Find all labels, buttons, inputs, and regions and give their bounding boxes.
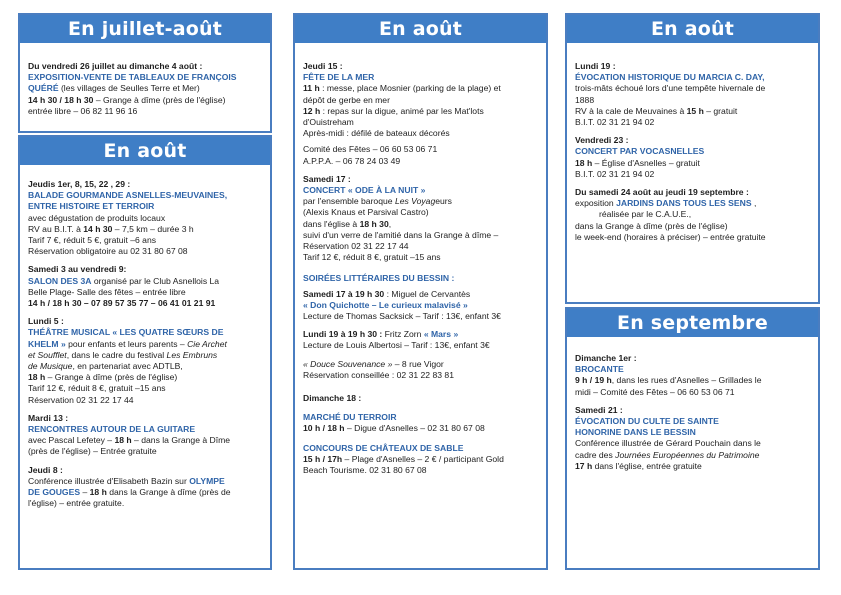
event-time: 11 h [303,83,320,94]
event-title: MARCHÉ DU TERROIR [303,412,397,423]
event-text: Conférence illustrée d'Elisabeth Bazin sur [28,475,190,486]
event-time: 18 h [89,487,107,498]
event-text: Réservation conseillée : 02 31 22 83 81 [303,369,454,380]
event-text: dans l'église, entrée gratuite [592,460,702,471]
event-text: « Douce Souvenance » [303,358,393,369]
event-marcia [575,61,812,128]
event-title: ÉVOCATION HISTORIQUE DU MARCIA C. DAY, [575,72,765,83]
event-title: ENTRE HISTOIRE ET TERROIR [28,201,155,212]
event-text: eurs [435,196,452,207]
event-brocante [575,353,812,398]
event-text: Journées Européennes du Patrimoine [615,449,760,460]
event-text: de Musique [28,361,73,372]
event-text: entrée libre – 06 82 11 96 16 [28,105,138,116]
event-date: Jeudi 8 : [28,464,63,475]
event-text: d'Ouistreham [303,117,354,128]
event-title-cont: QUÉRÉ [28,83,59,94]
event-text: Réservation obligatoire au 02 31 80 67 08 [28,246,188,257]
event-text: (les villages de Seulles Terre et Mer) [58,83,200,94]
event-text: : repas sur la digue, animé par les Mat'lots [320,105,484,116]
event-text: Réservation 02 31 22 17 44 [28,394,134,405]
event-guitare [28,413,264,458]
event-date: Mardi 13 : [28,412,69,423]
event-time: 14 h / 18 h 30 – 07 89 57 35 77 – 06 41 01 21 91 [28,298,216,309]
event-title: HONORINE DANS LE BESSIN [575,427,696,438]
event-title: EXPOSITION-VENTE DE TABLEAUX DE FRANÇOIS [28,72,237,83]
event-title: JARDINS DANS TOUS LES SENS [616,198,752,209]
event-text: Conférence illustrée de Gérard Pouchain dans le [575,438,761,449]
event-title: RENCONTRES AUTOUR DE LA GUITARE [28,424,196,435]
column-left [18,13,272,570]
event-date: Samedi 17 : [303,173,351,184]
event-date: Dimanche 18 : [303,393,362,404]
event-text: Fritz Zorn [382,329,424,340]
event-text: dans la Grange à dîme (près de l'église) [575,220,728,231]
event-list [28,179,264,516]
event-text: suivi d'un verre de l'amitié dans la Grange à dîme – [303,229,499,240]
event-time: 18 h [28,372,46,383]
event-text: Comité des Fêtes – 06 60 53 06 71 [303,144,438,155]
event-text: , en partenariat avec ADTLB, [72,361,183,372]
event-jardins [575,187,812,243]
event-text: Réservation 02 31 22 17 44 [303,241,409,252]
event-text: – gratuit [703,105,738,116]
panel-aout-left [18,135,272,570]
event-text: Belle Plage- Salle des fêtes – entrée libre [28,286,186,297]
event-date: Jeudis 1er, 8, 15, 22 , 29 : [28,179,131,189]
event-text: (Alexis Knaus et Parsival Castro) [303,207,429,218]
event-text: – Grange à dîme (près de l'église) [93,94,226,105]
event-salon [28,264,264,309]
event-text: B.I.T. 02 31 21 94 02 [575,168,655,179]
event-text: Après-midi : défilé de bateaux décorés [303,128,450,139]
event-time: 12 h [303,105,321,116]
section-header: En août [567,15,818,43]
event-text: : messe, place Mosnier (parking de la plage) et [319,83,501,94]
event-text: midi – Comité des Fêtes – 06 60 53 06 71 [575,386,735,397]
event-text: l'église) – entrée gratuite. [28,498,125,509]
event-date: Jeudi 15 : [303,61,343,71]
event-date: Lundi 19 à 19 h 30 : [303,329,383,340]
event-list [575,353,812,479]
section-header: En août [20,137,270,165]
event-title: SALON DES 3A [28,275,92,286]
event-text: – Digue d'Asnelles – 02 31 80 67 08 [344,423,485,434]
event-text: et Soufflet [28,349,67,360]
column-right [565,13,820,570]
event-text: – Grange à dîme (près de l'église) [45,372,178,383]
event-date: Dimanche 1er : [575,353,637,363]
event-text: exposition [575,198,617,209]
event-text: organisé par le Club Asnellois La [91,275,220,286]
event-text: pour enfants et leurs parents – [65,338,188,349]
event-text: réalisée par le C.A.U.E., [599,209,692,220]
event-date: Samedi 21 : [575,404,623,415]
event-text: dans l'église à [303,218,360,229]
event-date: Du vendredi 26 juillet au dimanche 4 août : [28,61,203,71]
section-header: En juillet-août [20,15,270,43]
event-date: Vendredi 23 : [575,135,629,146]
event-title: « Don Quichotte – Le curieux malavisé » [303,299,468,310]
event-text: Tarif 7 €, réduit 5 €, gratuit –6 ans [28,235,157,246]
event-text: RV à la cale de Meuvaines à [575,105,687,116]
event-text: Tarif 12 €, réduit 8 €, gratuit –15 ans [303,252,441,263]
event-time: 10 h / 18 h [303,423,345,434]
event-title: « Mars » [423,329,459,340]
event-text: trois-mâts échoué lors d'une tempête hivernale de [575,83,766,94]
event-vocasnelles [575,135,812,180]
event-text: avec Pascal Lefetey – [28,435,115,446]
event-text: – [80,487,90,498]
event-dimanche-18 [303,393,540,476]
event-exposition [28,61,264,117]
event-concert-ode [303,174,540,264]
event-don-quichotte [303,289,540,323]
event-time: 14 h 30 [83,223,113,234]
event-title: BROCANTE [575,364,624,375]
event-fete-mer [303,61,540,167]
event-title: CONCERT « ODE À LA NUIT » [303,185,426,196]
event-douce-souvenance [303,359,540,381]
event-text: par l'ensemble baroque [303,196,395,207]
event-title: BALADE GOURMANDE ASNELLES-MEUVAINES, [28,190,228,201]
event-text: : Miguel de Cervantès [384,288,471,299]
event-balade [28,179,264,257]
event-time: 18 h 30 [359,218,389,229]
event-text: 1888 [575,94,595,105]
event-title-cont: KHELM » [28,338,66,349]
event-text: , [751,198,757,209]
event-text: avec dégustation de produits locaux [28,212,166,223]
event-title: CONCERT PAR VOCASNELLES [575,146,705,157]
event-text: – Plage d'Asnelles – 2 € / participant Gold [342,453,504,464]
event-list [303,61,540,483]
event-time: 17 h [575,460,593,471]
event-time: 15 h / 17h [303,453,343,464]
event-text: B.I.T. 02 31 21 94 02 [575,117,655,128]
event-text: , [388,218,392,229]
event-list [28,61,264,124]
event-time: 18 h [575,157,593,168]
event-text: RV au B.I.T. à [28,223,84,234]
panel-septembre [565,307,820,570]
event-text: , dans le cadre du festival [66,349,167,360]
event-date: Du samedi 24 août au jeudi 19 septembre : [575,187,749,198]
event-text: dépôt de gerbe en mer [303,94,390,105]
panel-aout-right [565,13,820,304]
event-date: Samedi 17 à 19 h 30 [303,288,385,299]
event-time: 18 h [114,435,132,446]
panel-aout-middle [293,13,548,570]
event-title: ÉVOCATION DU CULTE DE SAINTE [575,416,719,427]
event-time: 15 h [686,105,704,116]
section-title-soirees: SOIRÉES LITTÉRAIRES DU BESSIN : [303,273,455,284]
section-header: En août [295,15,546,43]
event-text: – Église d'Asnelles – gratuit [592,157,700,168]
column-middle [293,13,548,570]
event-text: Cie Archet [187,338,227,349]
event-title: CONCOURS DE CHÂTEAUX DE SABLE [303,442,464,453]
event-title: THÉÂTRE MUSICAL « LES QUATRE SŒURS DE [28,327,224,338]
event-text: , dans les rues d'Asnelles – Grillades le [611,375,762,386]
event-text: – 7,5 km – durée 3 h [112,223,194,234]
section-header: En septembre [567,309,818,337]
event-text: Les Voyag [394,196,436,207]
event-olympe [28,465,264,510]
event-text: le week-end (horaires à préciser) – entrée gratuite [575,231,766,242]
event-text: – dans la Grange à Dîme [131,435,231,446]
event-text: Lecture de Louis Albertosi – Tarif : 13€, enfant 3€ [303,340,490,351]
event-date: Lundi 5 : [28,316,64,327]
event-text: (près de l'église) – Entrée gratuite [28,446,157,457]
event-text: cadre des [575,449,616,460]
event-time: 14 h 30 / 18 h 30 [28,94,94,105]
event-text: Tarif 12 €, réduit 8 €, gratuit –15 ans [28,383,166,394]
event-mars [303,329,540,351]
event-date: Samedi 3 au vendredi 9: [28,264,127,275]
event-title: DE GOUGES [28,487,81,498]
event-text: dans la Grange à dîme (près de [106,487,231,498]
event-title: OLYMPE [189,475,225,486]
panel-juillet-aout [18,13,272,133]
event-date: Lundi 19 : [575,61,616,71]
event-text: Les Embruns [166,349,218,360]
event-text: Beach Tourisme. 02 31 80 67 08 [303,465,427,476]
event-text: A.P.P.A. – 06 78 24 03 49 [303,155,401,166]
event-text: – 8 rue Vigor [392,358,444,369]
event-text: Lecture de Thomas Sacksick – Tarif : 13€, enfant 3€ [303,311,501,322]
event-time: 9 h / 19 h [575,375,612,386]
event-title: FÊTE DE LA MER [303,72,375,83]
event-sainte-honorine [575,405,812,472]
event-theatre [28,316,264,406]
event-list [575,61,812,250]
